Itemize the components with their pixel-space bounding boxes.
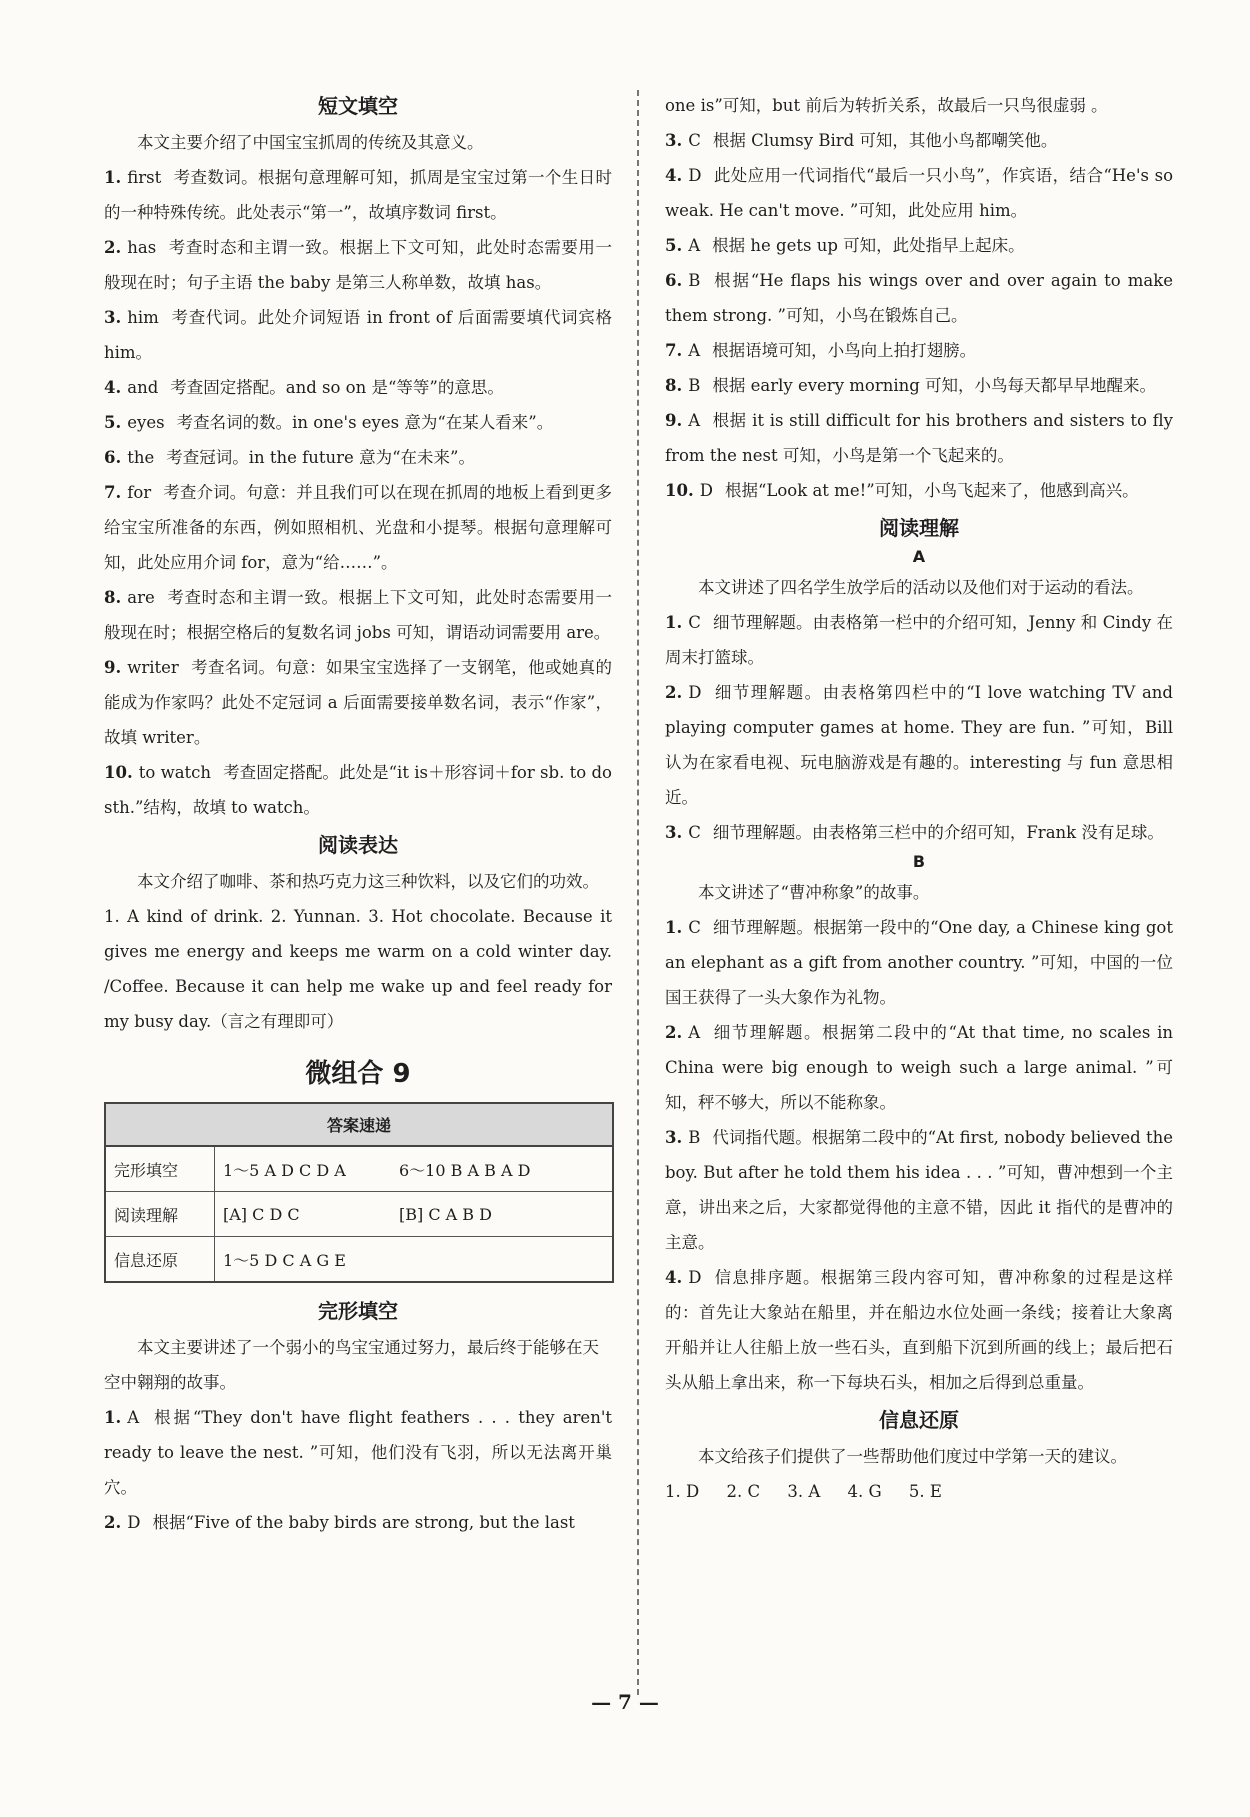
- answer-item: [104, 755, 612, 825]
- table-header: 答案速递: [105, 1103, 613, 1146]
- right-column: [665, 88, 1173, 1509]
- item-explanation: 根据 it is still difficult for his brothers and sisters to fly from the nest 可知，小鸟是第一个飞起来的。: [665, 411, 1173, 465]
- item-answer: B: [688, 271, 701, 290]
- item-answer: B: [688, 1128, 701, 1147]
- item-number: 3.: [665, 131, 683, 150]
- item-answer: A: [688, 341, 701, 360]
- item-answer: the: [127, 448, 155, 467]
- item-answer: D: [688, 1268, 702, 1287]
- answer-item: [665, 1260, 1173, 1400]
- item-answer: D: [127, 1513, 141, 1532]
- item-number: 2.: [665, 683, 683, 702]
- passage-label-b: B: [912, 852, 926, 871]
- item-explanation: 考查数词。根据句意理解可知，抓周是宝宝过第一个生日时的一种特殊传统。此处表示“第一”，故填序数词 first。: [104, 168, 612, 222]
- answer: 5. E: [908, 1482, 942, 1501]
- item-explanation: 考查名词。句意：如果宝宝选择了一支钢笔，他或她真的能成为作家吗？此处不定冠词 a 后面需要接单数名词，表示“作家”，故填 writer。: [104, 658, 612, 747]
- answer-item: [665, 368, 1173, 403]
- answer-item: [104, 1505, 612, 1540]
- answer-list: [665, 123, 1173, 508]
- item-explanation: 考查冠词。in the future 意为“在未来”。: [166, 448, 475, 467]
- item-number: 1.: [665, 613, 683, 632]
- item-number: 2.: [104, 1513, 122, 1532]
- answer: 1. D: [665, 1482, 700, 1501]
- item-explanation: 根据语境可知，小鸟向上拍打翅膀。: [712, 341, 977, 360]
- section-title-dwtk: 短文填空: [318, 94, 398, 118]
- section-intro: 本文主要讲述了一个弱小的鸟宝宝通过努力，最后终于能够在天空中翱翔的故事。: [104, 1338, 599, 1392]
- column-divider: [637, 90, 639, 1695]
- row-cell: 1～5 A D C D A: [215, 1146, 392, 1192]
- item-number: 3.: [665, 1128, 683, 1147]
- item-number: 5.: [665, 236, 683, 255]
- answer-list: [665, 605, 1173, 850]
- row-label: 完形填空: [105, 1146, 215, 1192]
- continued-text: one is”可知，but 前后为转折关系，故最后一只鸟很虚弱 。: [665, 96, 1108, 115]
- item-number: 10.: [665, 481, 694, 500]
- answer-item: [104, 300, 612, 370]
- item-answer: C: [688, 131, 701, 150]
- answer-item: [665, 605, 1173, 675]
- item-answer: D: [688, 683, 702, 702]
- item-explanation: 细节理解题。根据第二段中的“At that time, no scales in China were big enough to weigh such a large animal. ”可知，秤不够大，所以不能称象。: [665, 1023, 1173, 1112]
- item-explanation: 细节理解题。由表格第四栏中的“I love watching TV and playing computer games at home. They are fun. ”可知，Bill 认为在家看电视、玩电脑游戏是有趣的。interesting 与 fun 意思相近。: [665, 683, 1173, 807]
- answer-item: [665, 1015, 1173, 1120]
- item-explanation: 考查时态和主谓一致。根据上下文可知，此处时态需要用一般现在时；根据空格后的复数名词 jobs 可知，谓语动词需要用 are。: [104, 588, 612, 642]
- answer-item: [104, 230, 612, 300]
- item-answer: D: [699, 481, 713, 500]
- info-answers: [665, 1474, 1173, 1509]
- page-number: — 7 —: [591, 1690, 659, 1714]
- section-title-wxtk: 完形填空: [318, 1299, 398, 1323]
- row-cell: 1～5 D C A G E: [215, 1237, 392, 1283]
- answer-item: [665, 675, 1173, 815]
- item-number: 9.: [665, 411, 683, 430]
- answer-text: 1. A kind of drink. 2. Yunnan. 3. Hot chocolate. Because it gives me energy and keeps me warm on a cold winter day. /Coffee. Because it can help me wake up and feel ready for my busy day.（言之有理即可）: [104, 907, 612, 1031]
- answer-item: [665, 158, 1173, 228]
- answer-item: [665, 1120, 1173, 1260]
- item-explanation: 此处应用一代词指代“最后一只小鸟”，作宾语，结合“He's so weak. He can't move. ”可知，此处应用 him。: [665, 166, 1173, 220]
- row-cell: [391, 1237, 613, 1283]
- row-cell: [B] C A B D: [391, 1192, 613, 1237]
- answer-item: [665, 910, 1173, 1015]
- item-answer: eyes: [127, 413, 165, 432]
- answer: 2. C: [726, 1482, 761, 1501]
- item-explanation: 根据 early every morning 可知，小鸟每天都早早地醒来。: [712, 376, 1157, 395]
- item-explanation: 考查时态和主谓一致。根据上下文可知，此处时态需要用一般现在时；句子主语 the baby 是第三人称单数，故填 has。: [104, 238, 612, 292]
- item-explanation: 考查固定搭配。and so on 是“等等”的意思。: [170, 378, 504, 397]
- answer-item: [104, 475, 612, 580]
- section-title-ydbd: 阅读表达: [318, 833, 398, 857]
- row-label: 阅读理解: [105, 1192, 215, 1237]
- item-answer: him: [127, 308, 159, 327]
- item-answer: are: [127, 588, 155, 607]
- row-cell: [A] C D C: [215, 1192, 392, 1237]
- answer-item: [665, 815, 1173, 850]
- answer-item: [104, 650, 612, 755]
- section-intro: 本文给孩子们提供了一些帮助他们度过中学第一天的建议。: [698, 1447, 1127, 1466]
- item-number: 3.: [665, 823, 683, 842]
- item-explanation: 考查介词。句意：并且我们可以在现在抓周的地板上看到更多给宝宝所准备的东西，例如照相机、光盘和小提琴。根据句意理解可知，此处应用介词 for，意为“给……”。: [104, 483, 612, 572]
- item-number: 5.: [104, 413, 122, 432]
- item-explanation: 根据 he gets up 可知，此处指早上起床。: [712, 236, 1025, 255]
- table-row: [105, 1146, 613, 1192]
- answer-list: [104, 160, 612, 825]
- item-explanation: 根据“Five of the baby birds are strong, but the last: [152, 1513, 575, 1532]
- item-number: 3.: [104, 308, 122, 327]
- item-answer: first: [127, 168, 162, 187]
- answer-list: [665, 910, 1173, 1400]
- item-explanation: 根据 Clumsy Bird 可知，其他小鸟都嘲笑他。: [712, 131, 1058, 150]
- row-label: 信息还原: [105, 1237, 215, 1283]
- answer-item: [665, 263, 1173, 333]
- item-explanation: 细节理解题。由表格第三栏中的介绍可知，Frank 没有足球。: [712, 823, 1164, 842]
- item-explanation: 考查固定搭配。此处是“it is＋形容词＋for sb. to do sth.”结构，故填 to watch。: [104, 763, 612, 817]
- answer-item: [665, 228, 1173, 263]
- item-answer: for: [127, 483, 152, 502]
- item-number: 4.: [104, 378, 122, 397]
- item-number: 6.: [104, 448, 122, 467]
- item-number: 6.: [665, 271, 683, 290]
- item-number: 1.: [665, 918, 683, 937]
- item-number: 8.: [665, 376, 683, 395]
- section-title-ydlj: 阅读理解: [879, 516, 959, 540]
- passage-label-a: A: [912, 547, 926, 566]
- item-number: 9.: [104, 658, 122, 677]
- item-number: 4.: [665, 1268, 683, 1287]
- row-cell: 6～10 B A B A D: [391, 1146, 613, 1192]
- item-answer: A: [688, 236, 701, 255]
- item-answer: and: [127, 378, 159, 397]
- answer-item: [104, 440, 612, 475]
- item-answer: C: [688, 613, 701, 632]
- item-answer: C: [688, 918, 701, 937]
- section-intro: 本文讲述了“曹冲称象”的故事。: [698, 883, 930, 902]
- answer: 4. G: [847, 1482, 882, 1501]
- answer-item: [665, 333, 1173, 368]
- item-number: 2.: [665, 1023, 683, 1042]
- item-number: 7.: [665, 341, 683, 360]
- left-column: [104, 86, 612, 1540]
- section-intro: 本文讲述了四名学生放学后的活动以及他们对于运动的看法。: [698, 578, 1144, 597]
- item-explanation: 根据“They don't have flight feathers . . . they aren't ready to leave the nest. ”可知，他们没有飞羽，所以无法离开巢穴。: [104, 1408, 612, 1497]
- answer-item: [665, 123, 1173, 158]
- answer-item: [104, 370, 612, 405]
- answer-list: [104, 1400, 612, 1540]
- answer-item: [104, 405, 612, 440]
- section-intro: 本文介绍了咖啡、茶和热巧克力这三种饮料，以及它们的功效。: [137, 872, 599, 891]
- quick-answers-table: [104, 1102, 614, 1283]
- item-number: 2.: [104, 238, 122, 257]
- item-explanation: 细节理解题。由表格第一栏中的介绍可知，Jenny 和 Cindy 在周末打篮球。: [665, 613, 1173, 667]
- item-explanation: 信息排序题。根据第三段内容可知，曹冲称象的过程是这样的：首先让大象站在船里，并在船边水位处画一条线；接着让大象离开船并让人往船上放一些石头，直到船下沉到所画的线上；最后把石头从船上拿出来，称一下每块石头，相加之后得到总重量。: [665, 1268, 1173, 1392]
- item-number: 4.: [665, 166, 683, 185]
- answer-item: [104, 160, 612, 230]
- item-answer: A: [127, 1408, 140, 1427]
- item-answer: A: [688, 1023, 701, 1042]
- answer: 3. A: [787, 1482, 821, 1501]
- table-row: [105, 1192, 613, 1237]
- table-row: [105, 1237, 613, 1283]
- item-answer: A: [688, 411, 701, 430]
- group-title: 微组合 9: [305, 1059, 411, 1089]
- item-explanation: 考查代词。此处介词短语 in front of 后面需要填代词宾格 him。: [104, 308, 612, 362]
- item-answer: to watch: [138, 763, 212, 782]
- item-explanation: 考查名词的数。in one's eyes 意为“在某人看来”。: [176, 413, 554, 432]
- item-answer: writer: [127, 658, 179, 677]
- item-number: 10.: [104, 763, 133, 782]
- answer-item: [104, 580, 612, 650]
- item-number: 8.: [104, 588, 122, 607]
- answer-item: [104, 1400, 612, 1505]
- answer-item: [665, 473, 1173, 508]
- item-explanation: 根据“He flaps his wings over and over again to make them strong. ”可知，小鸟在锻炼自己。: [665, 271, 1173, 325]
- item-number: 7.: [104, 483, 122, 502]
- item-number: 1.: [104, 168, 122, 187]
- item-number: 1.: [104, 1408, 122, 1427]
- answer-item: [665, 403, 1173, 473]
- section-intro: 本文主要介绍了中国宝宝抓周的传统及其意义。: [137, 133, 484, 152]
- item-explanation: 代词指代题。根据第二段中的“At first, nobody believed the boy. But after he told them his idea . . . ”可知，曹冲想到一个主意，讲出来之后，大家都觉得他的主意不错，因此 it 指代的是曹冲的主意。: [665, 1128, 1173, 1252]
- item-answer: has: [127, 238, 157, 257]
- section-title-xxhy: 信息还原: [879, 1408, 959, 1432]
- item-answer: B: [688, 376, 701, 395]
- item-answer: C: [688, 823, 701, 842]
- item-explanation: 根据“Look at me!”可知，小鸟飞起来了，他感到高兴。: [724, 481, 1139, 500]
- item-explanation: 细节理解题。根据第一段中的“One day, a Chinese king got an elephant as a gift from another country. ”可知，中国的一位国王获得了一头大象作为礼物。: [665, 918, 1173, 1007]
- item-answer: D: [688, 166, 702, 185]
